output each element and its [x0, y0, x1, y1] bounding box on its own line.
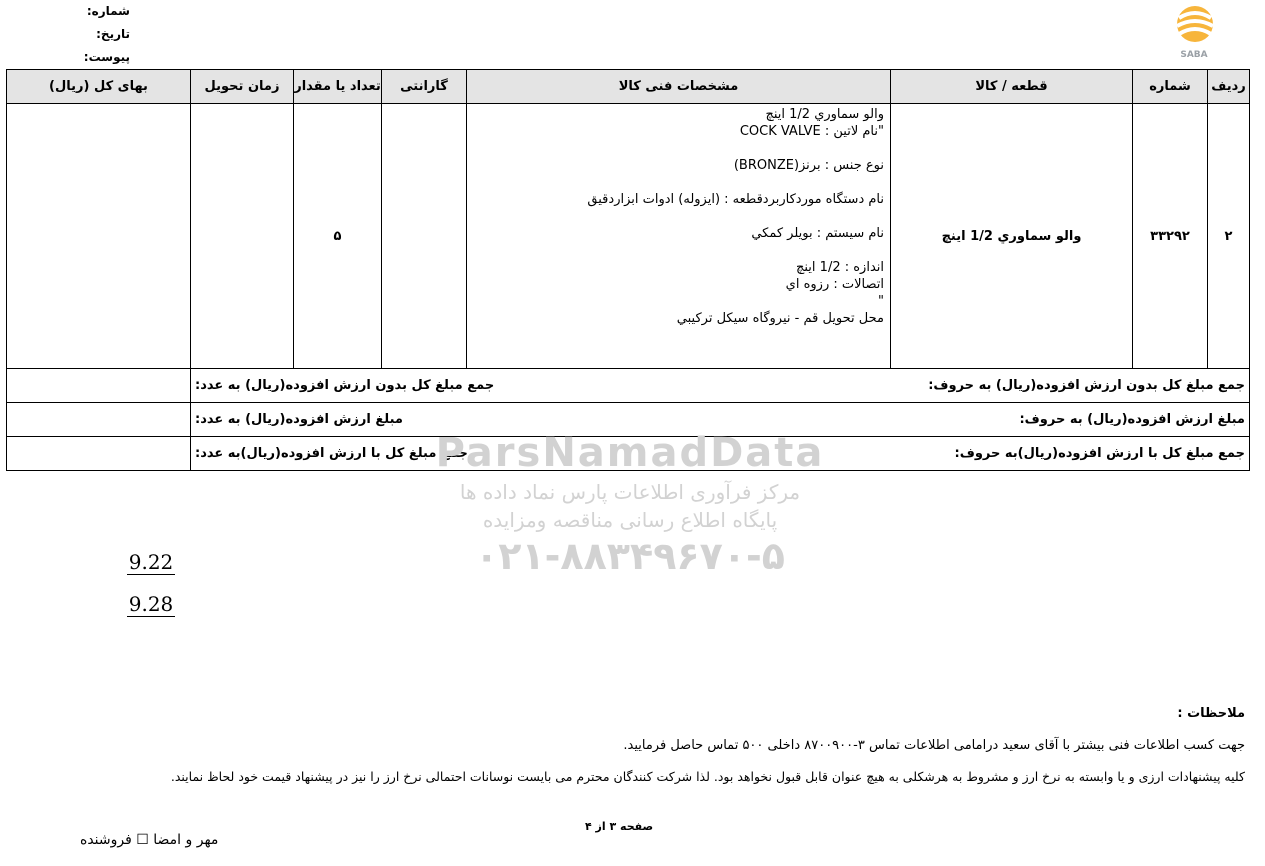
- summary-value-cell: [7, 403, 191, 437]
- spec-line: والو سماوري 1/2 اينچ: [765, 107, 884, 122]
- spec-line: [471, 242, 884, 259]
- handwritten-number-2: 9.28: [128, 592, 174, 616]
- spec-line: [471, 174, 884, 191]
- row-warranty: [382, 104, 467, 369]
- logo-text: SABA: [1180, 50, 1208, 60]
- summary-row-without-vat: [7, 369, 1250, 403]
- col-header-number: شماره: [1133, 70, 1208, 104]
- watermark-line1: مرکز فرآوری اطلاعات پارس نماد داده ها: [459, 480, 801, 504]
- row-delivery-time: [191, 104, 294, 369]
- page-number: صفحه ۳ از ۴: [585, 820, 654, 833]
- spec-line: ": [878, 294, 884, 309]
- summary-text-letters: جمع مبلغ کل با ارزش افزوده(ريال)به حروف:: [954, 446, 1245, 461]
- summary-row-vat: [7, 403, 1250, 437]
- row-item: والو سماوري 1/2 اينچ: [891, 104, 1133, 369]
- row-spec: [467, 104, 891, 369]
- row-total-price: [7, 104, 191, 369]
- attachment-label: پیوست:: [83, 50, 130, 64]
- table-header-row: [7, 70, 1250, 104]
- watermark-line2: پایگاه اطلاع رسانی مناقصه ومزایده: [482, 508, 778, 532]
- note-line-2: کلیه پیشنهادات ارزی و یا وابسته به نرخ ارز و مشروط به هرشکلی به هیچ عنوان قابل قبول نخواهد بود. لذا شرکت کنندگان محترم می بایست نوسانات احتمالی نرخ ارز را نیز در پیشنهاد قیمت خود لحاظ نمایند.: [170, 769, 1245, 784]
- summary-text-letters: جمع مبلغ کل بدون ارزش افزوده(ريال) به حروف:: [928, 378, 1245, 393]
- col-header-delivery: زمان تحویل: [191, 70, 294, 104]
- spec-line: "نام لاتين : COCK VALVE: [739, 124, 884, 139]
- spec-line: اندازه : 1/2 اينچ: [795, 260, 884, 275]
- col-header-quantity: تعداد یا مقدار: [294, 70, 382, 104]
- watermark-brand: ParsNamadData: [435, 430, 825, 476]
- note-line-1: جهت کسب اطلاعات فنی بیشتر با آقای سعید درامامی اطلاعات تماس ۳-۸۷۰۰۹۰۰ داخلی ۵۰۰ تماس حاصل فرمایید.: [623, 738, 1245, 753]
- summary-text-digits: جمع مبلغ کل با ارزش افزوده(ريال)به عدد:: [195, 446, 468, 461]
- spec-line: [471, 208, 884, 225]
- summary-row-with-vat: [7, 437, 1250, 471]
- company-logo: [1165, 2, 1223, 64]
- col-header-total-price: بهای کل (ریال): [7, 70, 191, 104]
- col-header-spec: مشخصات فنی کالا: [467, 70, 891, 104]
- spec-line: محل تحويل قم - نيروگاه سيکل ترکيبي: [676, 311, 884, 326]
- watermark-phone: ۰۲۱-۸۸۳۴۹۶۷۰-۵: [475, 534, 785, 578]
- spec-line: نام سيستم : بويلر کمکي: [751, 226, 884, 241]
- spec-line: نام دستگاه موردکاربردقطعه : (ايزوله) ادوات ابزاردقيق: [587, 192, 884, 207]
- summary-value-cell: [7, 437, 191, 471]
- number-label: شماره:: [86, 4, 130, 18]
- seal-signature-label: مهر و امضا ☐ فروشنده: [80, 832, 219, 848]
- row-quantity: ۵: [294, 104, 382, 369]
- notes-title: ملاحظات :: [1177, 706, 1245, 721]
- col-header-item: قطعه / کالا: [891, 70, 1133, 104]
- spec-line: نوع جنس : برنز(BRONZE): [733, 158, 884, 173]
- row-index: ۲: [1208, 104, 1250, 369]
- table-row: [7, 104, 1250, 369]
- col-header-row-index: ردیف: [1208, 70, 1250, 104]
- summary-text-letters: مبلغ ارزش افزوده(ريال) به حروف:: [1019, 412, 1245, 427]
- summary-value-cell: [7, 369, 191, 403]
- handwritten-number-1: 9.22: [128, 550, 174, 574]
- spec-line: [471, 140, 884, 157]
- spec-line: اتصالات : رزوه اي: [785, 277, 884, 292]
- items-table: [6, 69, 1250, 471]
- summary-text-digits: مبلغ ارزش افزوده(ريال) به عدد:: [195, 412, 403, 427]
- summary-text-digits: جمع مبلغ کل بدون ارزش افزوده(ريال) به عدد:: [195, 378, 495, 393]
- row-number: ۳۳۲۹۲: [1133, 104, 1208, 369]
- col-header-warranty: گارانتی: [382, 70, 467, 104]
- date-label: تاریخ:: [96, 27, 130, 41]
